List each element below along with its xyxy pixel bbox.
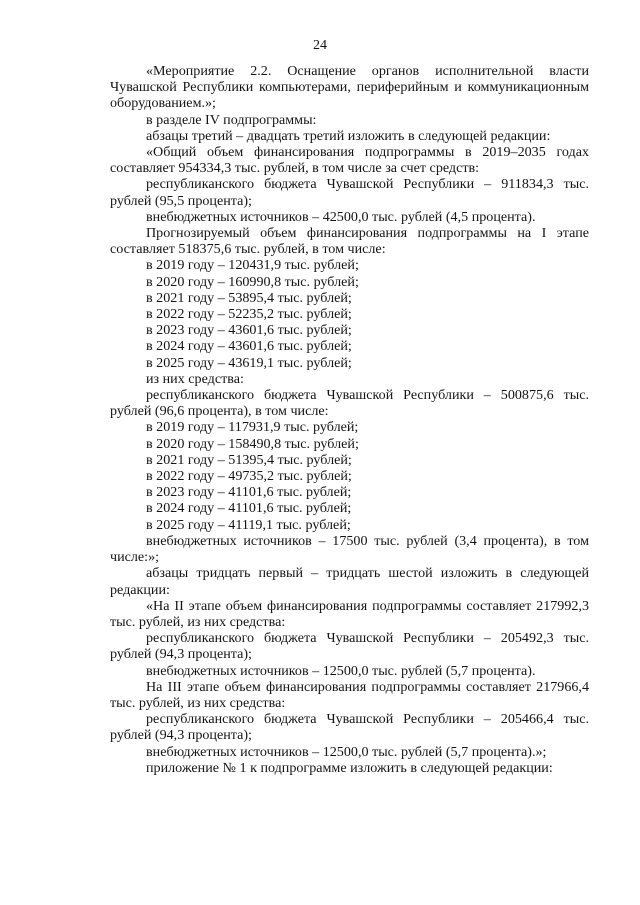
page-number: 24 (313, 38, 327, 53)
paragraph-amend-3-23: абзацы третий – двадцать третий изложить в следующей редакции: (146, 127, 551, 144)
document-body (110, 63, 589, 776)
paragraph-of-which: из них средства: (146, 370, 244, 387)
list-item-stage1-2022: в 2022 году – 52235,2 тыс. рублей; (146, 306, 352, 323)
paragraph-stage-3: На III этапе объем финансирования подпрограммы составляет 217966,4 тыс. рублей, из них средства: (110, 678, 589, 711)
list-item-stage1-2023: в 2023 году – 43601,6 тыс. рублей; (146, 322, 352, 339)
list-item-budget-2019: в 2019 году – 117931,9 тыс. рублей; (146, 419, 359, 436)
list-item-stage1-2024: в 2024 году – 43601,6 тыс. рублей; (146, 338, 352, 355)
paragraph-appendix-1: приложение № 1 к подпрограмме изложить в следующей редакции: (146, 759, 553, 776)
paragraph-total-funding: «Общий объем финансирования подпрограммы в 2019–2035 годах составляет 954334,3 тыс. рублей, в том числе за счет средств: (110, 144, 589, 177)
list-item-budget-2022: в 2022 году – 49735,2 тыс. рублей; (146, 468, 352, 485)
paragraph-republic-budget-total: республиканского бюджета Чувашской Республики – 911834,3 тыс. рублей (95,5 процента); (110, 176, 589, 209)
list-item-stage1-2019: в 2019 году – 120431,9 тыс. рублей; (146, 257, 359, 274)
list-item-budget-2020: в 2020 году – 158490,8 тыс. рублей; (146, 435, 359, 452)
paragraph-stage3-extrabudget: внебюджетных источников – 12500,0 тыс. рублей (5,7 процента).»; (146, 743, 547, 760)
list-item-stage1-2021: в 2021 году – 53895,4 тыс. рублей; (146, 289, 352, 306)
paragraph-stage1-extrabudget: внебюджетных источников – 17500 тыс. рублей (3,4 процента), в том числе:»; (110, 532, 589, 566)
paragraph-amend-31-36: абзацы тридцать первый – тридцать шестой изложить в следующей редакции: (110, 565, 589, 598)
list-item-budget-2024: в 2024 году – 41101,6 тыс. рублей; (146, 500, 352, 517)
paragraph-section-iv: в разделе IV подпрограммы: (146, 111, 317, 128)
paragraph-stage2-republic-budget: республиканского бюджета Чувашской Республики – 205492,3 тыс. рублей (94,3 процента); (110, 630, 589, 663)
paragraph-stage-2: «На II этапе объем финансирования подпрограммы составляет 217992,3 тыс. рублей, из них средства: (110, 597, 589, 630)
paragraph-measure-2-2: «Мероприятие 2.2. Оснащение органов исполнительной власти Чувашской Республики компьютерами, периферийным и коммуникационным оборудованием.»; (110, 63, 589, 112)
list-item-stage1-2025: в 2025 году – 43619,1 тыс. рублей; (146, 354, 352, 371)
paragraph-stage3-republic-budget: республиканского бюджета Чувашской Республики – 205466,4 тыс. рублей (94,3 процента); (110, 711, 589, 744)
list-item-budget-2023: в 2023 году – 41101,6 тыс. рублей; (146, 484, 352, 501)
list-item-budget-2025: в 2025 году – 41119,1 тыс. рублей; (146, 516, 351, 533)
list-item-stage1-2020: в 2020 году – 160990,8 тыс. рублей; (146, 273, 359, 290)
paragraph-stage2-extrabudget: внебюджетных источников – 12500,0 тыс. рублей (5,7 процента). (146, 662, 536, 679)
list-item-budget-2021: в 2021 году – 51395,4 тыс. рублей; (146, 451, 352, 468)
paragraph-stage1-republic-budget: республиканского бюджета Чувашской Республики – 500875,6 тыс. рублей (96,6 процента), в том числе: (110, 387, 589, 420)
paragraph-stage-1-forecast: Прогнозируемый объем финансирования подпрограммы на I этапе составляет 518375,6 тыс. рублей, в том числе: (110, 225, 589, 258)
paragraph-extrabudget-total: внебюджетных источников – 42500,0 тыс. рублей (4,5 процента). (146, 208, 536, 225)
